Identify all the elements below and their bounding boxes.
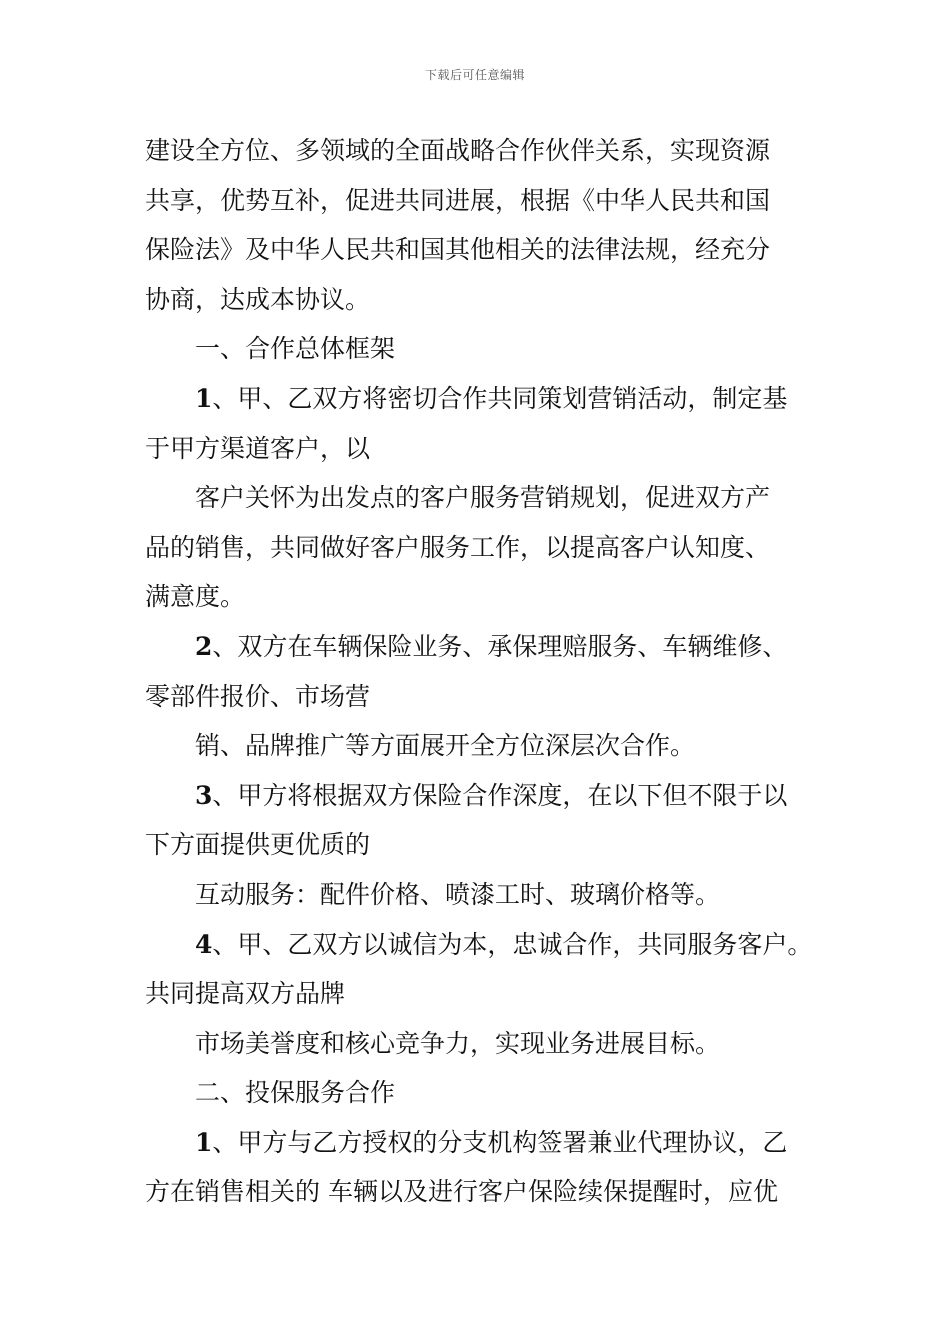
line-text: 、甲方将根据双方保险合作深度，在以下但不限于以 <box>212 780 788 810</box>
item-number: 3 <box>195 780 213 810</box>
text-line-21 <box>145 1118 810 1168</box>
document-body <box>145 126 813 1217</box>
line-text: 共同提高双方品牌 <box>145 979 346 1009</box>
text-line-1 <box>145 126 810 176</box>
line-text: 一、合作总体框架 <box>195 334 396 364</box>
line-text: 协商，达成本协议。 <box>145 284 371 314</box>
line-text: 保险法》及中华人民共和国其他相关的法律法规，经充分 <box>145 235 771 265</box>
text-line-2 <box>145 176 810 226</box>
line-text: 、甲、乙双方将密切合作共同策划营销活动，制定基 <box>212 383 788 413</box>
text-line-13 <box>145 721 810 771</box>
line-text: 、甲、乙双方以诚信为本，忠诚合作，共同服务客户。 <box>212 929 813 959</box>
section-heading-1 <box>145 324 810 374</box>
text-line-3 <box>145 225 810 275</box>
page-header-note: 下载后可任意编辑 <box>424 68 525 82</box>
line-text: 于甲方渠道客户，以 <box>145 433 371 463</box>
text-line-6 <box>145 374 810 424</box>
line-text: 零部件报价、市场营 <box>145 681 371 711</box>
line-text: 市场美誉度和核心竞争力，实现业务进展目标。 <box>195 1028 721 1058</box>
line-text: 互动服务：配件价格、喷漆工时、玻璃价格等。 <box>195 879 721 909</box>
line-text: 、双方在车辆保险业务、承保理赔服务、车辆维修、 <box>212 631 788 661</box>
text-line-17 <box>145 920 813 970</box>
line-text: 满意度。 <box>145 582 246 612</box>
text-line-11 <box>145 622 810 672</box>
text-line-14 <box>145 771 810 821</box>
line-text: 二、投保服务合作 <box>195 1078 396 1108</box>
text-line-10 <box>145 572 810 622</box>
line-text: 建设全方位、多领域的全面战略合作伙伴关系，实现资源 <box>145 136 771 165</box>
line-text: 品的销售，共同做好客户服务工作，以提高客户认知度、 <box>145 532 771 562</box>
text-line-16 <box>145 870 810 920</box>
item-number: 1 <box>195 1127 213 1157</box>
line-text: 客户关怀为出发点的客户服务营销规划，促进双方产 <box>195 483 771 513</box>
text-line-15 <box>145 820 810 870</box>
text-line-7 <box>145 424 810 474</box>
item-number: 1 <box>195 383 213 413</box>
item-number: 2 <box>195 631 213 661</box>
section-heading-2 <box>145 1068 810 1118</box>
line-text: 方在销售相关的 车辆以及进行客户保险续保提醒时，应优 <box>145 1177 778 1207</box>
text-line-18 <box>145 969 810 1019</box>
line-text: 销、品牌推广等方面展开全方位深层次合作。 <box>195 731 696 761</box>
line-text: 、甲方与乙方授权的分支机构签署兼业代理协议，乙 <box>212 1127 788 1157</box>
text-line-22 <box>145 1167 810 1217</box>
line-text: 共享，优势互补，促进共同进展，根据《中华人民共和国 <box>145 185 771 215</box>
text-line-9 <box>145 523 810 573</box>
text-line-4 <box>145 275 810 325</box>
item-number: 4 <box>195 929 213 959</box>
text-line-12 <box>145 672 810 722</box>
line-text: 下方面提供更优质的 <box>145 830 371 860</box>
text-line-8 <box>145 473 810 523</box>
text-line-19 <box>145 1019 810 1069</box>
